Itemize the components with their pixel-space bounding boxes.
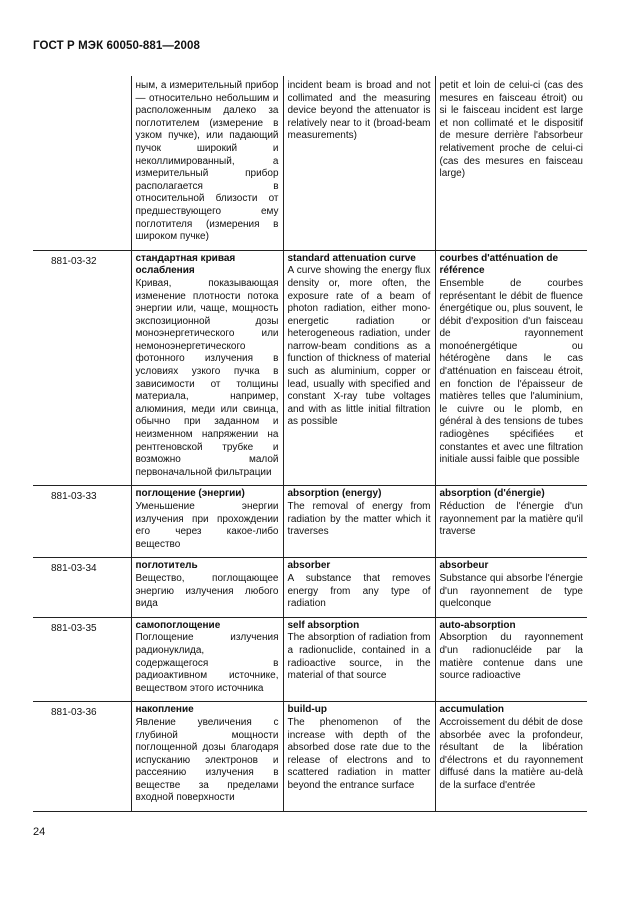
ru-definition: Уменьшение энергии излучения при прохождении его через какое-либо вещество <box>135 501 279 550</box>
en-definition: The removal of energy from radiation by the matter which it traverses <box>287 501 431 538</box>
ru-term: поглотитель <box>135 560 198 572</box>
entry-number: 881-03-34 <box>33 558 131 617</box>
en-cell <box>283 617 435 702</box>
en-term: standard attenuation curve <box>287 252 416 264</box>
ru-cell <box>131 486 283 558</box>
fr-term: courbes d'atténuation de référence <box>439 252 559 277</box>
entry-row <box>33 702 587 812</box>
en-cell <box>283 486 435 558</box>
ru-definition: Вещество, поглощающее энергию излучения любого вида <box>135 572 279 610</box>
fr-definition: petit et loin de celui-ci (cas des mesures en faisceau étroit) ou si le faisceau incident est large et non collimaté et le dispositif de mesure derrière l'absorbeur relativement proche de celui-ci (cas des mesures en faisceau large) <box>435 76 587 250</box>
en-definition: The phenomenon of the increase with depth of the absorbed dose rate due to the release of electrons and to scattered radiation in matter beyond the entrance surface <box>287 716 431 791</box>
entry-number: 881-03-35 <box>33 617 131 702</box>
fr-term: absorbeur <box>439 560 489 572</box>
ru-definition: Явление увеличения с глубиной мощности поглощенной дозы благодаря испусканию электронов и рассеянию излучения в веществе за пределами входной поверхности <box>135 716 279 804</box>
fr-cell <box>435 617 587 702</box>
terminology-table <box>33 76 587 812</box>
fr-term: accumulation <box>439 704 504 716</box>
en-definition: The absorption of radiation from a radionuclide, contained in a radioactive source, in the material of that source <box>287 632 431 682</box>
en-term: self absorption <box>287 619 360 631</box>
fr-term: auto-absorption <box>439 619 516 631</box>
fr-definition: Substance qui absorbe l'énergie d'un rayonnement de type quelconque <box>439 572 583 610</box>
ru-term: стандартная кривая ослабления <box>135 252 236 277</box>
ru-definition: Поглощение излучения радионуклида, содержащегося в радиоактивном источнике, веществом этого источника <box>135 632 279 694</box>
fr-cell <box>435 558 587 617</box>
entry-row <box>33 558 587 617</box>
continuation-row <box>33 76 587 250</box>
entry-row <box>33 486 587 558</box>
en-cell <box>283 250 435 486</box>
en-definition: incident beam is broad and not collimated and the measuring device beyond the attenuator is relatively near to it (broad-beam measurements) <box>283 76 435 250</box>
ru-term: самопоглощение <box>135 619 221 631</box>
entry-number: 881-03-33 <box>33 486 131 558</box>
en-term: absorber <box>287 560 331 572</box>
entry-row <box>33 250 587 486</box>
en-definition: A substance that removes energy from any type of radiation <box>287 572 431 610</box>
en-definition: A curve showing the energy flux density or, more often, the exposure rate of a beam of photon radiation, either mono-energetic radiation or heterogeneous radiation, under narrow-beam conditions as a function of thickness of material such as aluminium, copper or lead, usually with specified and constant X-ray tube voltages and with as little initial filtration as possible <box>287 265 431 428</box>
ru-term: накопление <box>135 704 194 716</box>
fr-definition: Absorption du rayonnement d'un radionucléide par la matière contenue dans une source radioactive <box>439 632 583 682</box>
fr-definition: Accroissement du débit de dose absorbée avec la profondeur, résultant de la libération d'électrons et du rayonnement diffusé dans la matière au-delà de la surface d'entrée <box>439 716 583 791</box>
ru-cell <box>131 702 283 812</box>
ru-cell <box>131 617 283 702</box>
fr-cell <box>435 486 587 558</box>
entry-number <box>33 76 131 250</box>
fr-term: absorption (d'énergie) <box>439 488 545 500</box>
fr-cell <box>435 250 587 486</box>
en-term: absorption (energy) <box>287 488 382 500</box>
fr-definition: Ensemble de courbes représentant le débit de fluence énergétique ou, plus souvent, le débit d'exposition d'un faisceau de rayonnement monoénergétique ou hétérogène dans le cas d'atténuation en faisceau étroit, en fonction de l'épaisseur de matières telles que l'aluminium, le cuivre ou le plomb, en général à des tensions de tubes radiogènes spécifiées et constantes et avec une filtration initiale aussi faible que possible <box>439 277 583 466</box>
en-term: build-up <box>287 704 327 716</box>
fr-cell <box>435 702 587 812</box>
ru-cell <box>131 250 283 486</box>
en-cell <box>283 558 435 617</box>
ru-definition: ным, а измерительный прибор — относительно небольшим и расположенным далеко за поглотителем (измерение в узком пучке), или падающий пучок широкий и неколлимированный, а измерительный прибор располагается в относительной близости от предшествующего ему поглотителя (измерения в широком пучке) <box>131 76 283 250</box>
en-cell <box>283 702 435 812</box>
entry-number: 881-03-36 <box>33 702 131 812</box>
ru-term: поглощение (энергии) <box>135 488 245 500</box>
entry-number: 881-03-32 <box>33 250 131 486</box>
ru-definition: Кривая, показывающая изменение плотности потока энергии или, чаще, мощность экспозиционной дозы моноэнергетического или немоноэнергетического фотонного излучения в условиях узкого пучка в зависимости от толщины материала, например, алюминия, меди или свинца, обычно при заданном и неизменном напряжении на рентгеновской трубке и возможно малой первоначальной фильтрации <box>135 277 279 478</box>
document-header: ГОСТ Р МЭК 60050-881—2008 <box>33 40 200 52</box>
ru-cell <box>131 558 283 617</box>
page-number: 24 <box>33 826 46 838</box>
entry-row <box>33 617 587 702</box>
fr-definition: Réduction de l'énergie d'un rayonnement par la matière qu'il traverse <box>439 501 583 538</box>
